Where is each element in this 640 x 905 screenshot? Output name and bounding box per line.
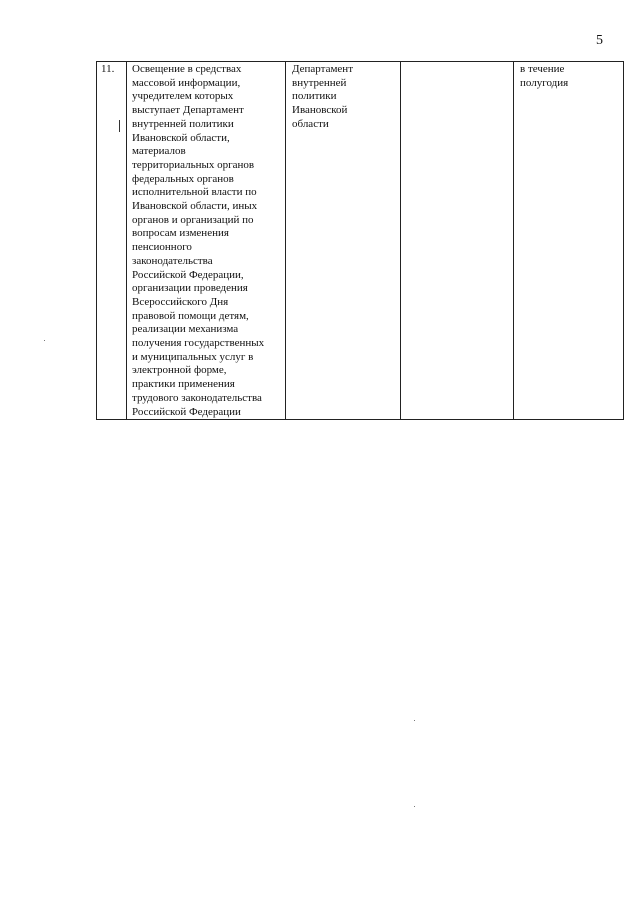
empty-cell [401, 62, 514, 420]
responsible-line: политики [292, 90, 337, 103]
measure-content-cell [127, 62, 286, 420]
content-line: Освещение в средствах [132, 63, 242, 75]
content-line: внутренней политики [132, 117, 234, 130]
term-line: полугодия [520, 76, 569, 89]
responsible-line: области [292, 117, 329, 130]
content-line: вопросам изменения [132, 227, 229, 240]
scan-speck [414, 806, 415, 807]
content-line: Российской Федерации [132, 405, 241, 418]
content-line: федеральных органов [132, 172, 234, 185]
content-line: Российской Федерации, [132, 268, 244, 281]
content-line: электронной форме, [132, 364, 227, 377]
table-row [97, 62, 624, 420]
content-line: материалов [132, 145, 186, 158]
content-line: и муниципальных услуг в [132, 350, 254, 363]
scan-speck [44, 340, 45, 341]
content-line: пенсионного [132, 241, 192, 254]
responsible-line: Департамент [292, 63, 354, 75]
content-line: выступает Департамент [132, 104, 244, 117]
row-number-cell [97, 62, 127, 420]
content-line: организации проведения [132, 282, 248, 295]
scan-speck [414, 720, 415, 721]
content-line: учредителем которых [132, 90, 234, 103]
content-line: практики применения [132, 378, 235, 391]
term-line: в течение [520, 63, 565, 75]
term-cell [514, 62, 624, 420]
content-line: Всероссийского Дня [132, 295, 229, 308]
responsible-line: внутренней [292, 76, 347, 89]
content-line: Ивановской области, иных [132, 200, 258, 213]
content-line: законодательства [132, 254, 213, 267]
scan-mark [119, 120, 120, 132]
content-line: получения государственных [132, 337, 265, 350]
content-line: Ивановской области, [132, 131, 230, 144]
content-line: трудового законодательства [132, 391, 262, 404]
content-line: органов и организаций по [132, 213, 254, 226]
content-line: правовой помощи детям, [132, 309, 249, 322]
page-number: 5 [596, 33, 603, 48]
content-line: массовой информации, [132, 76, 241, 89]
content-line: территориальных органов [132, 158, 255, 171]
content-line: реализации механизма [132, 323, 239, 336]
responsible-cell [286, 62, 401, 420]
row-number: 11. [101, 63, 115, 75]
measures-table [96, 61, 624, 420]
content-line: исполнительной власти по [132, 186, 257, 199]
responsible-line: Ивановской [292, 104, 348, 117]
